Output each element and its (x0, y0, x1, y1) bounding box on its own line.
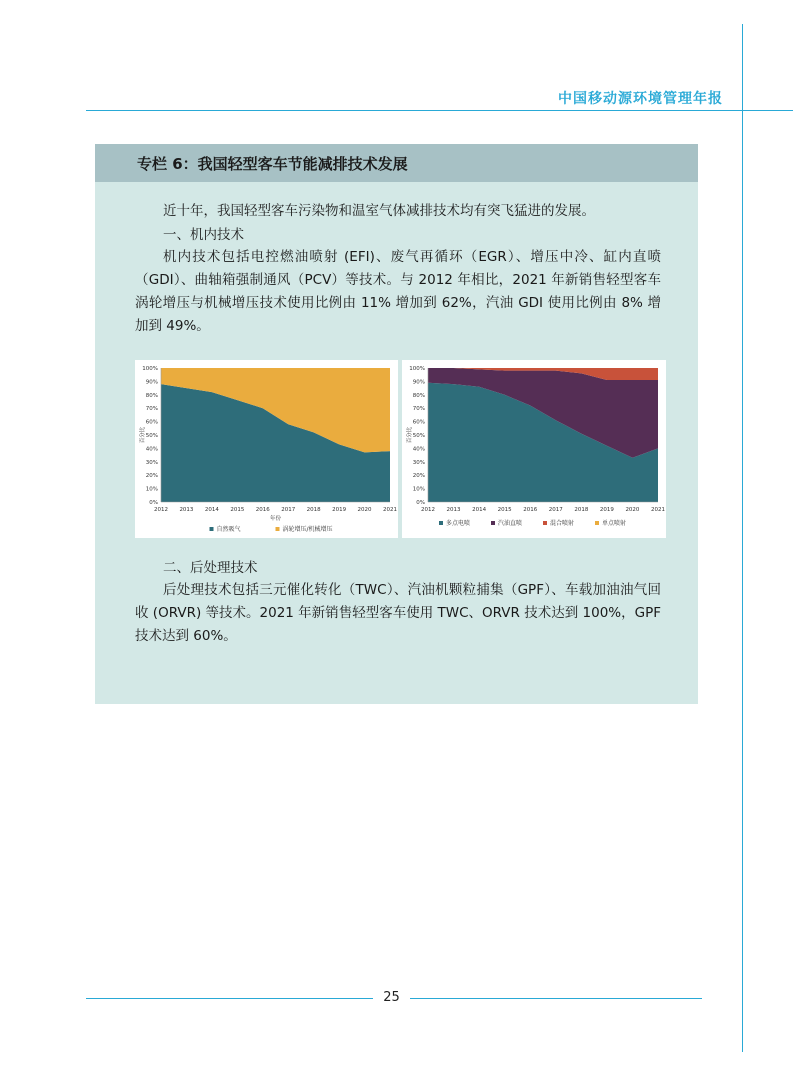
x-tick-label-1-2: 2014 (472, 507, 487, 513)
y-tick-label-0-4: 40% (145, 446, 158, 453)
y-tick-label-1-5: 50% (412, 433, 425, 439)
y-tick-label-0-6: 60% (145, 419, 158, 426)
x-tick-label-1-0: 2012 (421, 507, 435, 513)
x-tick-label-0-5: 2017 (281, 507, 296, 513)
y-tick-label-1-1: 10% (412, 486, 425, 493)
y-tick-label-1-9: 90% (412, 379, 425, 386)
y-tick-label-0-3: 30% (145, 459, 158, 466)
y-tick-label-1-2: 20% (412, 473, 425, 480)
x-tick-label-1-8: 2020 (625, 507, 640, 513)
x-tick-label-1-3: 2015 (497, 507, 512, 513)
x-tick-label-1-4: 2016 (523, 507, 538, 513)
y-tick-label-0-7: 70% (145, 406, 158, 413)
legend-label-1-2: 混合喷射 (550, 520, 575, 527)
legend-label-1-1: 汽油直喷 (498, 520, 523, 527)
x-tick-label-1-7: 2019 (599, 507, 614, 513)
x-axis-label-0: 年份 (269, 516, 282, 522)
legend-swatch-1-2 (543, 521, 547, 525)
chart-intake-tech (135, 360, 398, 538)
y-axis-label-1: 百分比 (407, 426, 413, 444)
y-tick-label-1-7: 70% (412, 406, 425, 413)
y-tick-label-0-9: 90% (145, 379, 158, 386)
x-tick-label-0-3: 2015 (230, 507, 245, 513)
intro-paragraph: 近十年，我国轻型客车污染物和温室气体减排技术均有突飞猛进的发展。 (163, 203, 595, 219)
chart-injection-svg (402, 360, 666, 538)
x-tick-label-0-1: 2013 (179, 507, 194, 513)
y-tick-label-1-8: 80% (412, 392, 425, 399)
x-tick-label-1-9: 2021 (651, 507, 665, 513)
x-tick-label-0-2: 2014 (204, 507, 219, 513)
y-tick-label-0-0: 0% (149, 500, 158, 506)
y-axis-label-0: 百分比 (140, 426, 146, 444)
box-title-bar (95, 144, 698, 182)
x-tick-label-0-7: 2019 (332, 507, 347, 513)
footer-rule-right (410, 998, 702, 999)
header-rule (86, 110, 793, 111)
x-tick-label-1-5: 2017 (548, 507, 563, 513)
running-header: 中国移动源环境管理年报 (558, 91, 723, 107)
legend-swatch-1-3 (595, 521, 599, 525)
right-vertical-rule (742, 24, 743, 1052)
y-tick-label-1-4: 40% (412, 446, 425, 453)
section2-paragraph: 后处理技术包括三元催化转化（TWC）、汽油机颗粒捕集（GPF）、车载加油油气回收 (ORVR) 等技术。2021 年新销售轻型客车使用 TWC、ORVR 技术达到 100%，GPF 技术达到 60%。 (135, 582, 661, 644)
legend-label-0-0: 自然吸气 (216, 526, 241, 533)
legend-swatch-1-1 (491, 521, 495, 525)
x-tick-label-1-6: 2018 (574, 507, 589, 513)
legend-swatch-0-0 (210, 527, 214, 531)
y-tick-label-0-1: 10% (145, 486, 158, 493)
y-tick-label-0-10: 100% (142, 366, 158, 372)
footer-rule-left (86, 998, 373, 999)
legend-swatch-0-1 (276, 527, 280, 531)
x-tick-label-0-9: 2021 (383, 507, 397, 513)
x-tick-label-1-1: 2013 (446, 507, 461, 513)
legend-label-1-3: 单点喷射 (602, 520, 627, 527)
x-tick-label-0-6: 2018 (306, 507, 321, 513)
y-tick-label-0-5: 50% (145, 433, 158, 439)
legend-label-0-1: 涡轮增压/机械增压 (282, 526, 333, 533)
section1-heading: 一、机内技术 (163, 227, 244, 243)
box-title: 专栏 6：我国轻型客车节能减排技术发展 (137, 155, 408, 173)
x-tick-label-0-4: 2016 (255, 507, 270, 513)
chart-injection-tech (402, 360, 666, 538)
chart-intake-svg (135, 360, 398, 538)
x-tick-label-0-0: 2012 (154, 507, 168, 513)
page-number: 25 (383, 990, 400, 1005)
y-tick-label-1-3: 30% (412, 459, 425, 466)
section2-heading: 二、后处理技术 (163, 560, 258, 576)
section1-paragraph: 机内技术包括电控燃油喷射 (EFI)、废气再循环（EGR）、增压中冷、缸内直喷（GDI）、曲轴箱强制通风（PCV）等技术。与 2012 年相比，2021 年新销售轻型客车涡轮增压与机械增压技术使用比例由 11% 增加到 62%，汽油 GDI 使用比例由 8% 增加到 49%。 (135, 249, 661, 334)
sidebar-box (95, 144, 698, 704)
y-tick-label-1-6: 60% (412, 419, 425, 426)
legend-swatch-1-0 (439, 521, 443, 525)
y-tick-label-1-0: 0% (416, 500, 425, 506)
legend-label-1-0: 多点电喷 (446, 520, 471, 527)
y-tick-label-1-10: 100% (409, 366, 425, 372)
y-tick-label-0-8: 80% (145, 392, 158, 399)
x-tick-label-0-8: 2020 (357, 507, 372, 513)
y-tick-label-0-2: 20% (145, 473, 158, 480)
